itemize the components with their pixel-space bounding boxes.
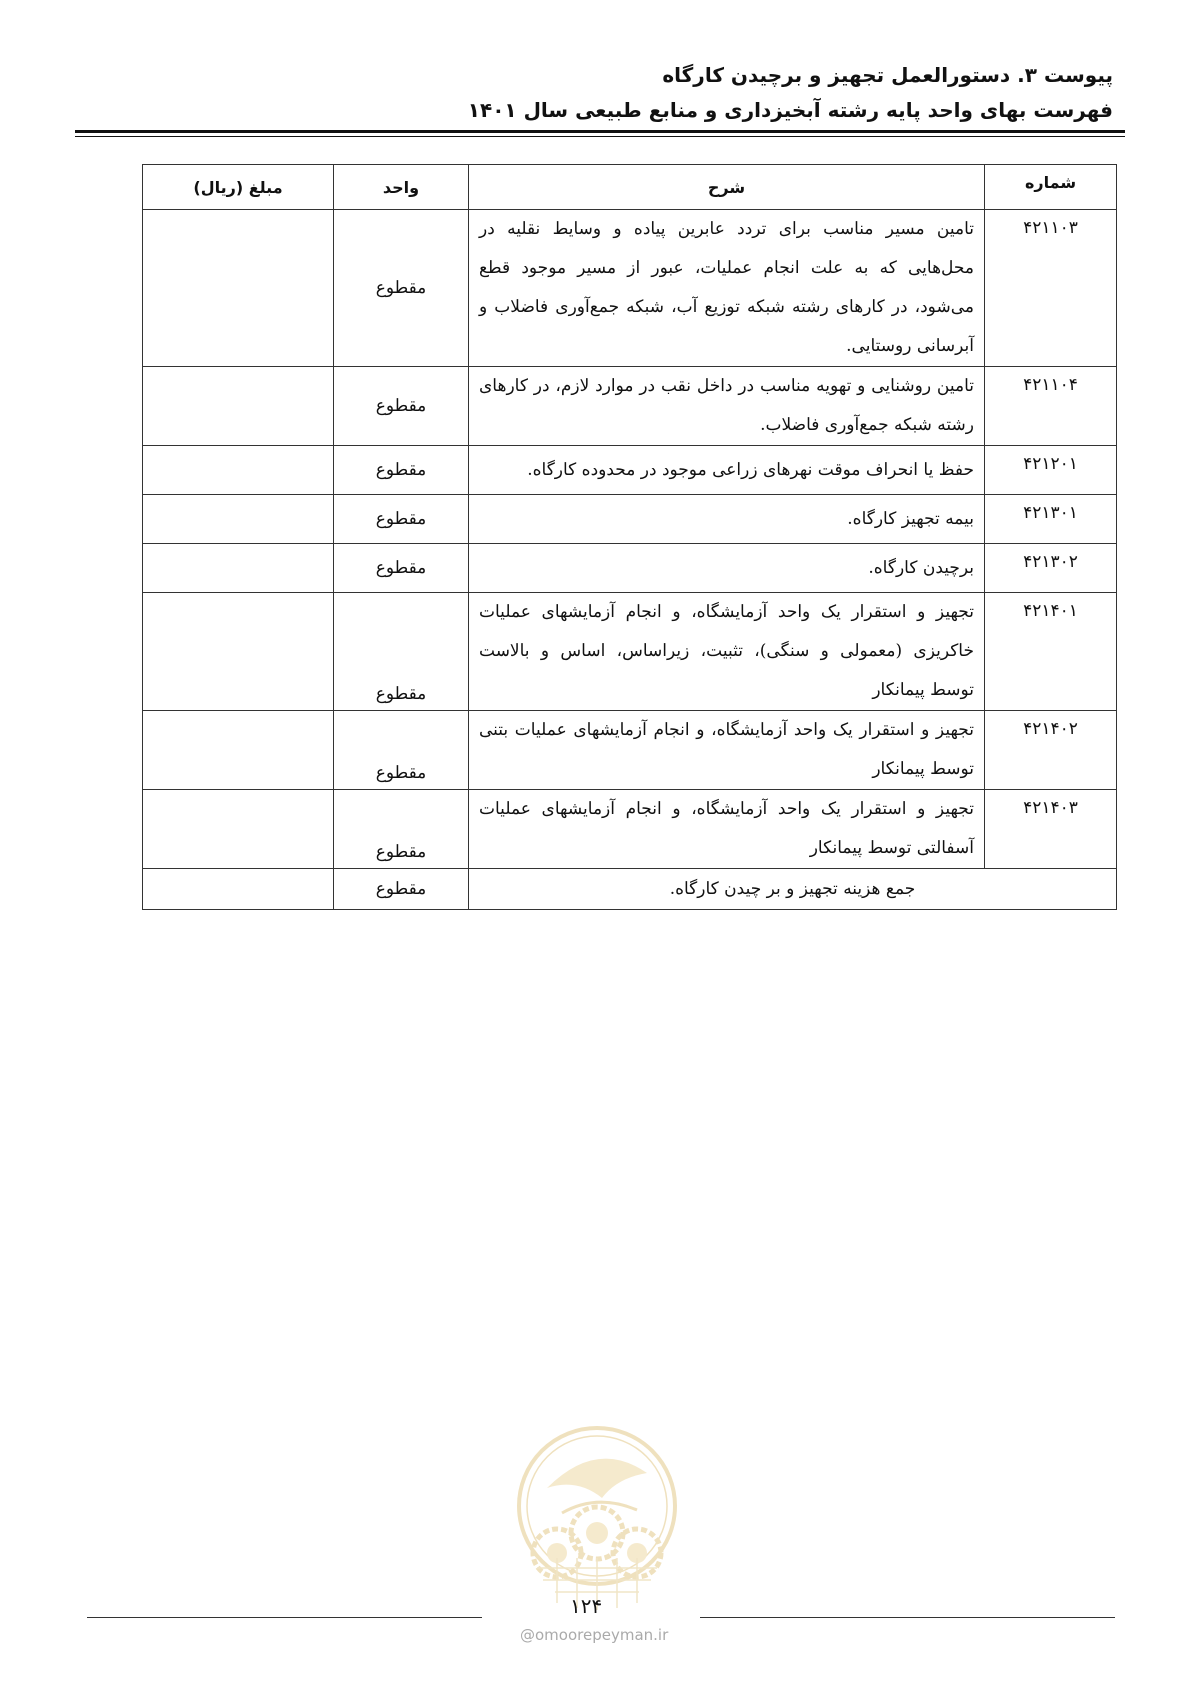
- row-desc: تجهیز و استقرار یک واحد آزمایشگاه، و انجام آزمایشهای عملیات آسفالتی توسط پیمانکار: [469, 790, 985, 869]
- row-code: ۴۲۱۴۰۳: [985, 790, 1117, 869]
- row-code: ۴۲۱۱۰۳: [985, 210, 1117, 367]
- table-header-row: [143, 165, 1117, 210]
- price-list-table: [142, 164, 1117, 910]
- col-header-amount: مبلغ (ریال): [143, 165, 334, 210]
- table-row: [143, 593, 1117, 711]
- header-rule-thick: [75, 130, 1125, 133]
- table-row: [143, 446, 1117, 495]
- col-header-desc: شرح: [469, 165, 985, 210]
- row-amount: [143, 446, 334, 495]
- row-unit: مقطوع: [334, 593, 469, 711]
- table-total-row: [143, 869, 1117, 910]
- table-row: [143, 790, 1117, 869]
- row-code: ۴۲۱۳۰۲: [985, 544, 1117, 593]
- table-row: [143, 210, 1117, 367]
- table-row: [143, 367, 1117, 446]
- row-amount: [143, 367, 334, 446]
- row-code: ۴۲۱۳۰۱: [985, 495, 1117, 544]
- row-amount: [143, 593, 334, 711]
- total-desc: جمع هزینه تجهیز و بر چیدن کارگاه.: [469, 869, 1117, 910]
- total-unit: مقطوع: [334, 869, 469, 910]
- row-amount: [143, 711, 334, 790]
- row-unit: مقطوع: [334, 790, 469, 869]
- row-desc: برچیدن کارگاه.: [469, 544, 985, 593]
- row-amount: [143, 210, 334, 367]
- header-title: پیوست ۳. دستورالعمل تجهیز و برچیدن کارگاه: [662, 63, 1113, 87]
- footer-rule-left: [87, 1617, 482, 1618]
- row-code: ۴۲۱۱۰۴: [985, 367, 1117, 446]
- row-desc: بیمه تجهیز کارگاه.: [469, 495, 985, 544]
- row-amount: [143, 544, 334, 593]
- website-watermark: @omoorepeyman.ir: [520, 1626, 669, 1644]
- row-code: ۴۲۱۲۰۱: [985, 446, 1117, 495]
- footer-rule-right: [700, 1617, 1115, 1618]
- row-amount: [143, 495, 334, 544]
- page-header: [63, 58, 1113, 128]
- row-unit: مقطوع: [334, 495, 469, 544]
- row-desc: تامین مسیر مناسب برای تردد عابرین پیاده و وسایط نقلیه در محل‌هایی که به علت انجام عملیات، عبور از مسیر موجود قطع می‌شود، در کارهای رشته شبکه توزیع آب، شبکه جمع‌آوری فاضلاب و آبرسانی روستایی.: [469, 210, 985, 367]
- table-row: [143, 711, 1117, 790]
- row-unit: مقطوع: [334, 711, 469, 790]
- row-unit: مقطوع: [334, 367, 469, 446]
- col-header-unit: واحد: [334, 165, 469, 210]
- total-amount: [143, 869, 334, 910]
- table-row: [143, 495, 1117, 544]
- row-unit: مقطوع: [334, 544, 469, 593]
- row-code: ۴۲۱۴۰۱: [985, 593, 1117, 711]
- table-row: [143, 544, 1117, 593]
- row-desc: تجهیز و استقرار یک واحد آزمایشگاه، و انجام آزمایشهای عملیات بتنی توسط پیمانکار: [469, 711, 985, 790]
- row-code: ۴۲۱۴۰۲: [985, 711, 1117, 790]
- page-number: ۱۲۴: [570, 1594, 603, 1618]
- row-unit: مقطوع: [334, 210, 469, 367]
- row-desc: تجهیز و استقرار یک واحد آزمایشگاه، و انجام آزمایشهای عملیات خاکریزی (معمولی و سنگی)، تثبیت، زیراساس، اساس و بالاست توسط پیمانکار: [469, 593, 985, 711]
- row-unit: مقطوع: [334, 446, 469, 495]
- header-subtitle: فهرست بهای واحد پایه رشته آبخیزداری و منابع طبیعی سال ۱۴۰۱: [467, 98, 1113, 122]
- header-rule-thin: [75, 136, 1125, 137]
- row-desc: حفظ یا انحراف موقت نهرهای زراعی موجود در محدوده کارگاه.: [469, 446, 985, 495]
- row-desc: تامین روشنایی و تهویه مناسب در داخل نقب در موارد لازم، در کارهای رشته شبکه جمع‌آوری فاضلاب.: [469, 367, 985, 446]
- col-header-code: شماره: [985, 165, 1117, 210]
- row-amount: [143, 790, 334, 869]
